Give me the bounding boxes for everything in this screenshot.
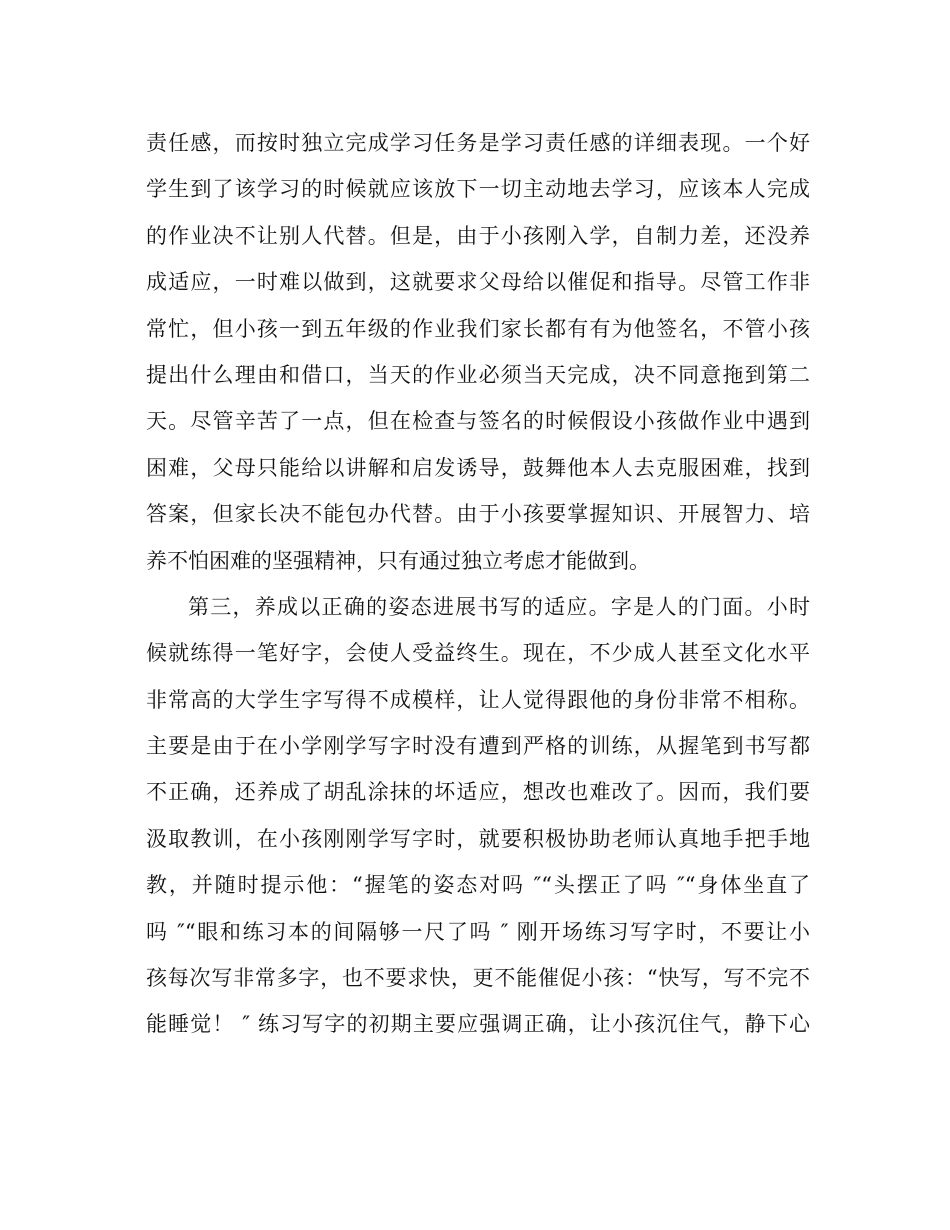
text-line: 候就练得一笔好字，会使人受益终生。现在，不少成人甚至文化水平	[146, 641, 810, 666]
text-line: 常忙，但小孩一到五年级的作业我们家长都有有为他签名，不管小孩	[146, 316, 810, 341]
text-line: 的作业决不让别人代替。但是，由于小孩刚入学，自制力差，还没养	[146, 223, 810, 248]
text-line: 提出什么理由和借口，当天的作业必须当天完成，决不同意拖到第二	[146, 362, 810, 387]
text-line: 天。尽管辛苦了一点，但在检查与签名的时候假设小孩做作业中遇到	[146, 409, 810, 434]
text-line: 困难，父母只能给以讲解和启发诱导，鼓舞他本人去克服困难，找到	[146, 455, 810, 480]
text-line: 教，并随时提示他：“握笔的姿态对吗 ″“头摆正了吗 ″“身体坐直了	[146, 873, 810, 898]
paragraph-responsibility	[146, 120, 810, 584]
text-line: 能睡觉！ ″ 练习写字的初期主要应强调正确，让小孩沉住气，静下心	[146, 1012, 810, 1037]
text-line: 成适应，一时难以做到，这就要求父母给以催促和指导。尽管工作非	[146, 270, 810, 295]
text-line: 主要是由于在小学刚学写字时没有遭到严格的训练，从握笔到书写都	[146, 734, 810, 759]
text-line: 第三，养成以正确的姿态进展书写的适应。字是人的门面。小时	[188, 594, 810, 619]
text-line: 学生到了该学习的时候就应该放下一切主动地去学习，应该本人完成	[146, 177, 810, 202]
body-text	[146, 120, 810, 1048]
text-line: 汲取教训，在小孩刚刚学写字时，就要积极协助老师认真地手把手地	[146, 826, 810, 851]
text-line: 孩每次写非常多字，也不要求快，更不能催促小孩：“快写，写不完不	[146, 966, 810, 991]
text-line: 不正确，还养成了胡乱涂抹的坏适应，想改也难改了。因而，我们要	[146, 780, 810, 805]
paragraph-handwriting	[146, 584, 810, 1048]
text-line: 吗 ″“眼和练习本的间隔够一尺了吗 ″ 刚开场练习写字时，不要让小	[146, 919, 810, 944]
text-line: 非常高的大学生字写得不成模样，让人觉得跟他的身份非常不相称。	[146, 687, 810, 712]
text-line: 养不怕困难的坚强精神，只有通过独立考虑才能做到。	[146, 548, 650, 573]
text-line: 答案，但家长决不能包办代替。由于小孩要掌握知识、开展智力、培	[146, 502, 810, 527]
text-line: 责任感，而按时独立完成学习任务是学习责任感的详细表现。一个好	[146, 131, 810, 155]
